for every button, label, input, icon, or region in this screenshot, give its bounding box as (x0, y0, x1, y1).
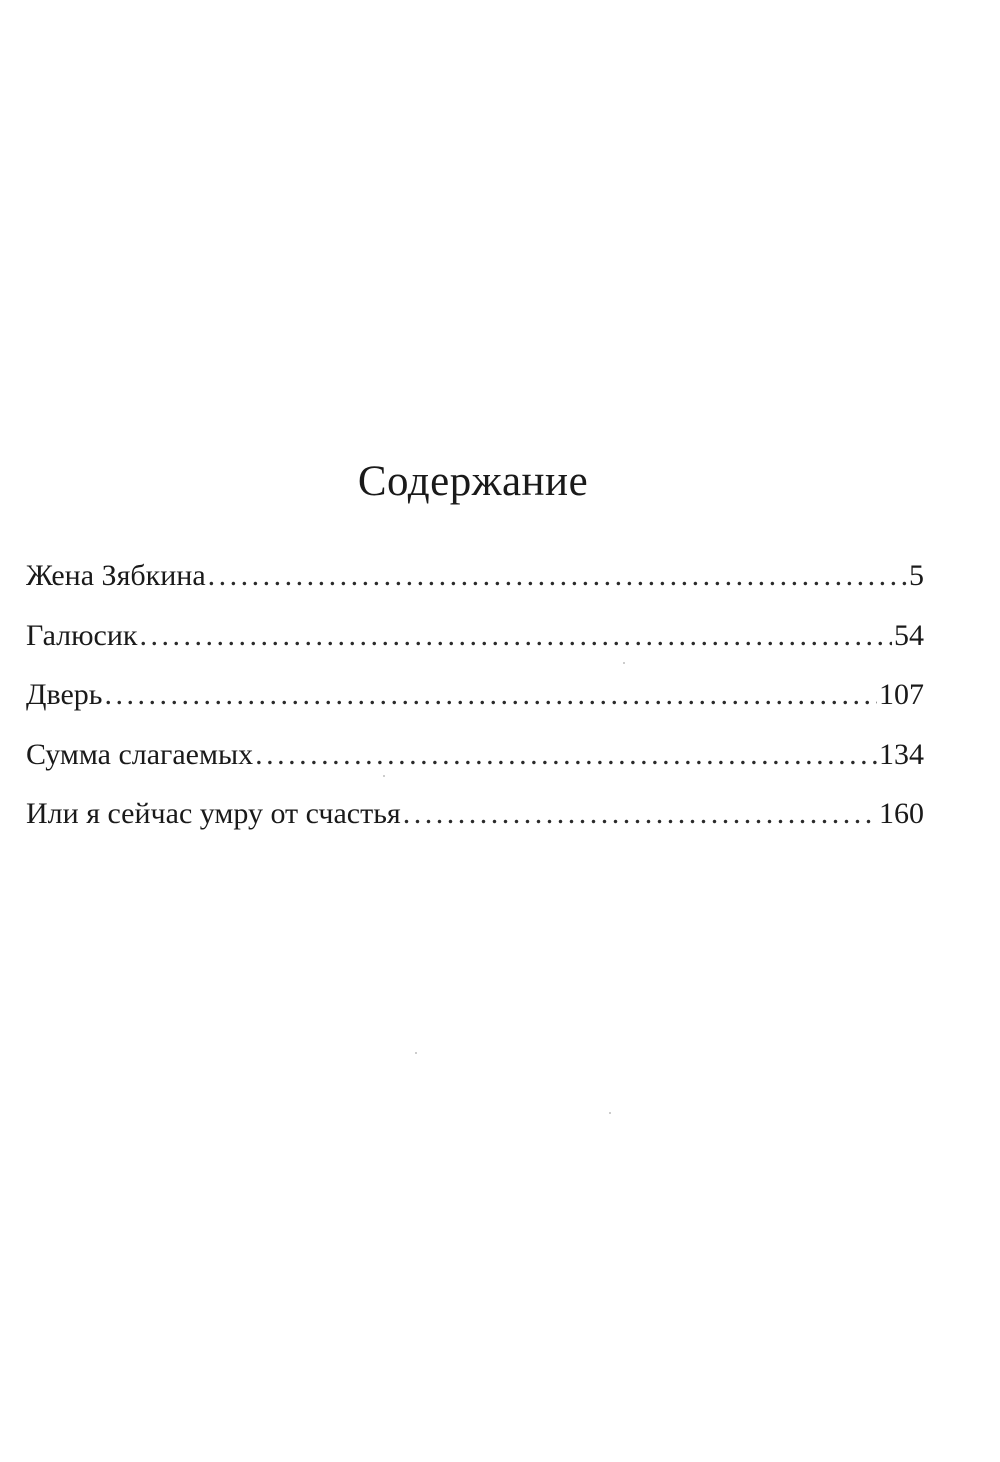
paper-speck (609, 1112, 611, 1114)
toc-entry-title: Дверь (26, 678, 103, 711)
toc-entry-title: Жена Зябкина (26, 559, 206, 592)
toc-entry (26, 675, 924, 715)
toc-entry-title: Или я сейчас умру от счастья (26, 797, 401, 830)
dot-leader (255, 735, 877, 775)
dot-leader (140, 616, 892, 656)
toc-page-number: 160 (879, 797, 924, 830)
toc-entry-title: Галюсик (26, 618, 138, 652)
toc-entry (26, 735, 924, 775)
toc-page-number: 107 (879, 678, 924, 711)
toc-entry (26, 556, 924, 596)
toc-page-number: 134 (879, 737, 924, 771)
paper-speck (415, 1052, 417, 1054)
toc-entry-title: Сумма слагаемых (26, 737, 254, 771)
dot-leader (403, 794, 877, 834)
toc-page-number: 5 (909, 559, 924, 592)
toc-entry (26, 616, 924, 656)
toc-page-number: 54 (894, 618, 924, 652)
toc-entry (26, 794, 924, 834)
toc-heading: Содержание (357, 458, 589, 505)
dot-leader (104, 675, 877, 715)
toc-list (26, 556, 924, 854)
dot-leader (208, 556, 907, 596)
paper-speck (383, 775, 385, 777)
paper-speck (623, 662, 625, 664)
